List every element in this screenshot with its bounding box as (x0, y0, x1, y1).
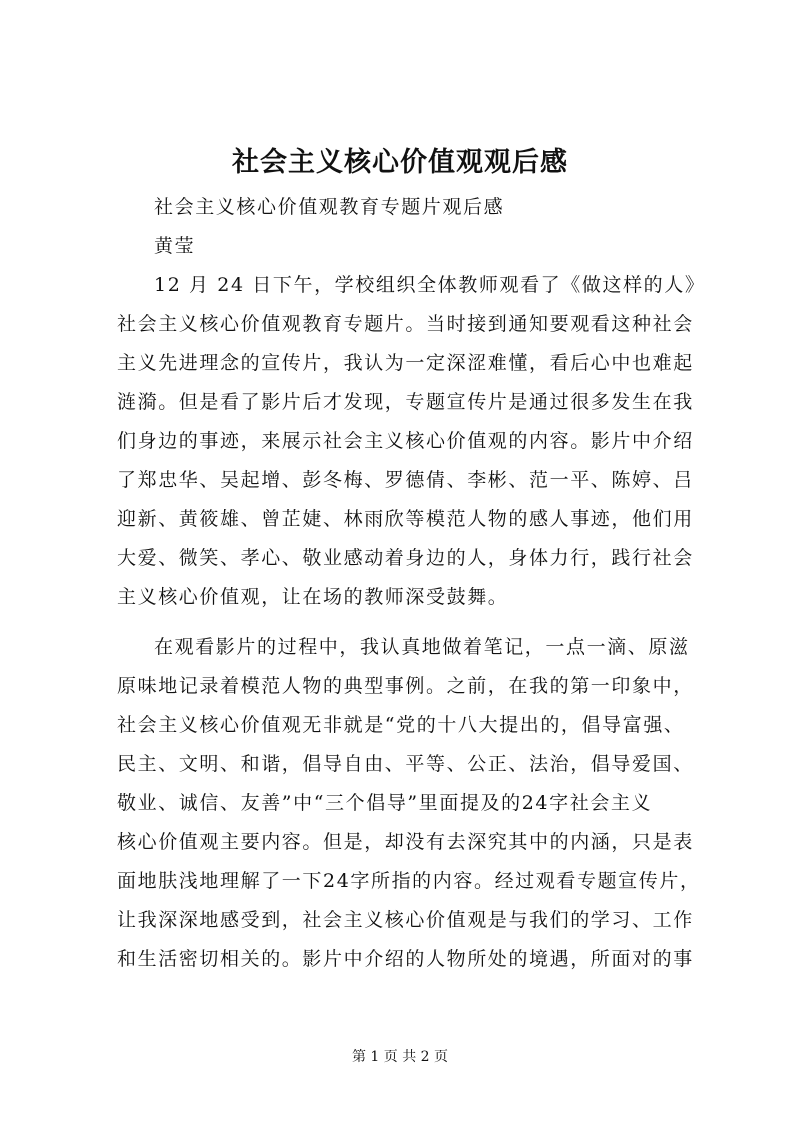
body-line: 让我深深地感受到，社会主义核心价值观是与我们的学习、工作 (117, 909, 694, 931)
body-line: 12 月 24 日下午，学校组织全体教师观看了《做这样的人》 (154, 274, 706, 296)
body-line: 了郑忠华、吴起增、彭冬梅、罗德倩、李彬、范一平、陈婷、吕 (117, 469, 694, 491)
body-line: 在观看影片的过程中，我认真地做着笔记，一点一滴、原滋 (154, 636, 690, 658)
body-line: 主义先进理念的宣传片，我认为一定深涩难懂，看后心中也难起 (117, 352, 694, 374)
body-line: 敬业、诚信、友善”中“三个倡导”里面提及的24字社会主义 (117, 792, 653, 814)
body-line: 涟漪。但是看了影片后才发现，专题宣传片是通过很多发生在我 (117, 391, 694, 413)
body-line: 民主、文明、和谐，倡导自由、平等、公正、法治，倡导爱国、 (117, 753, 694, 775)
body-line: 社会主义核心价值观无非就是“党的十八大提出的，倡导富强、 (117, 714, 685, 736)
body-line: 大爱、微笑、孝心、敬业感动着身边的人，身体力行，践行社会 (117, 547, 694, 569)
body-line: 核心价值观主要内容。但是，却没有去深究其中的内涵，只是表 (117, 831, 694, 853)
page-footer: 第 1 页 共 2 页 (351, 1049, 449, 1065)
body-line: 和生活密切相关的。影片中介绍的人物所处的境遇，所面对的事 (117, 948, 694, 970)
body-line: 社会主义核心价值观教育专题片。当时接到通知要观看这种社会 (117, 313, 694, 335)
body-line: 原味地记录着模范人物的典型事例。之前，在我的第一印象中， (117, 675, 694, 697)
body-line: 迎新、黄筱雄、曾芷婕、林雨欣等模范人物的感人事迹，他们用 (117, 508, 694, 530)
document-subtitle: 社会主义核心价值观教育专题片观后感 (154, 196, 505, 218)
body-line: 面地肤浅地理解了一下24字所指的内容。经过观看专题宣传片， (117, 870, 701, 892)
body-line: 主义核心价值观，让在场的教师深受鼓舞。 (117, 586, 509, 608)
body-line: 们身边的事迹，来展示社会主义核心价值观的内容。影片中介绍 (117, 430, 694, 452)
document-author: 黄莹 (154, 235, 196, 257)
document-title: 社会主义核心价值观观后感 (232, 147, 568, 178)
